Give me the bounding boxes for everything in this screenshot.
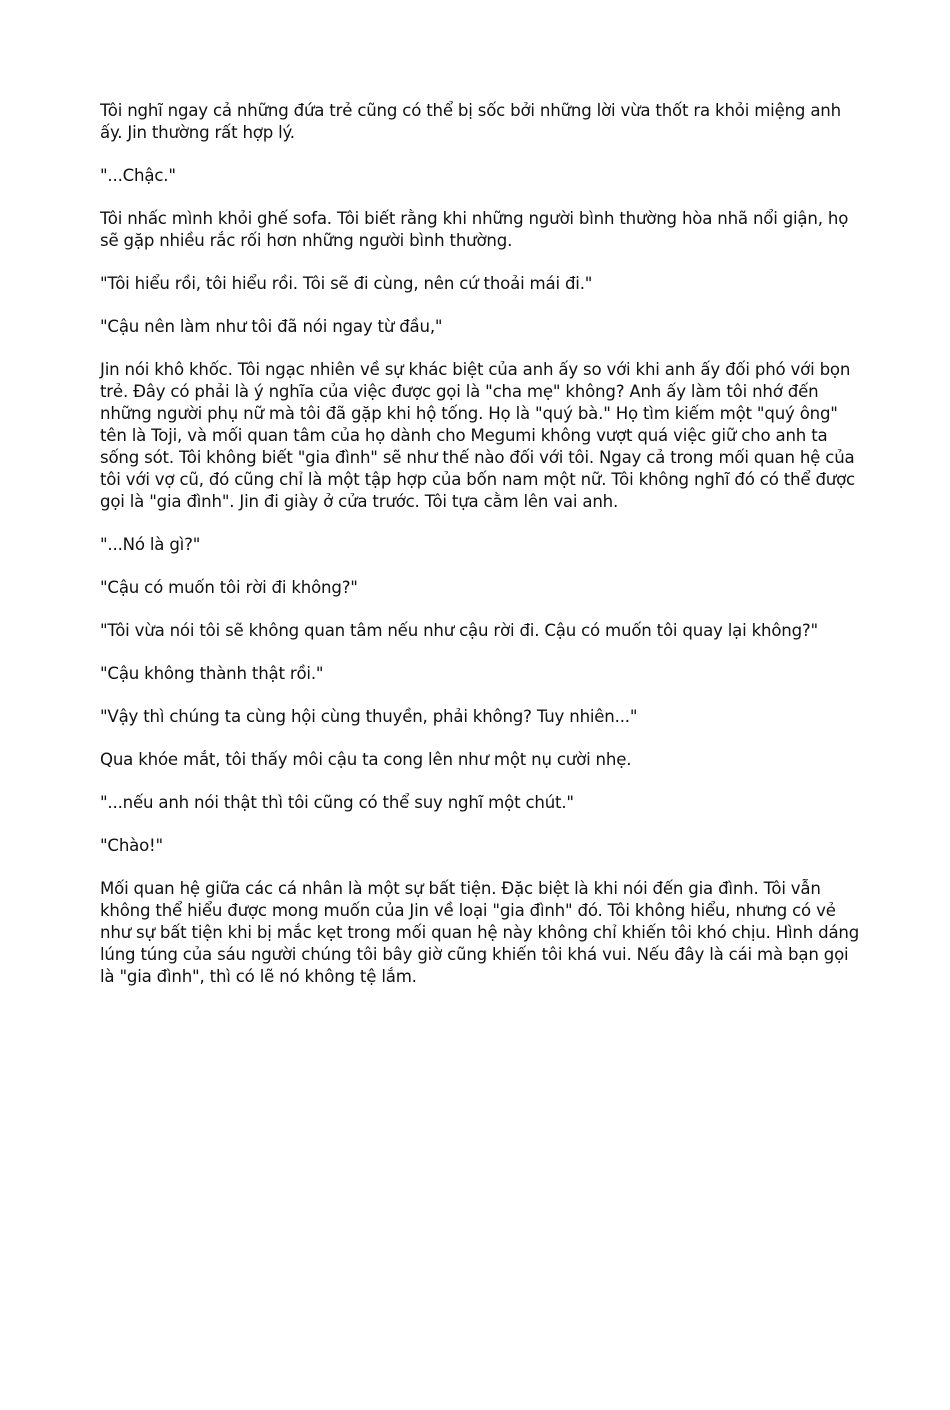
paragraph: "Tôi hiểu rồi, tôi hiểu rồi. Tôi sẽ đi cùng, nên cứ thoải mái đi." <box>100 274 593 293</box>
paragraph: "...nếu anh nói thật thì tôi cũng có thể suy nghĩ một chút." <box>100 793 574 812</box>
paragraph: "...Chậc." <box>100 166 176 185</box>
paragraph: Jin nói khô khốc. Tôi ngạc nhiên về sự khác biệt của anh ấy so với khi anh ấy đối phó với bọn trẻ. Đây có phải là ý nghĩa của việc được gọi là "cha mẹ" không? Anh ấy làm tôi nhớ đến những người phụ nữ mà tôi đã gặp khi hộ tống. Họ là "quý bà." Họ tìm kiếm một "quý ông" tên là Toji, và mối quan tâm của họ dành cho Megumi không vượt quá việc giữ cho anh ta sống sót. Tôi không biết "gia đình" sẽ như thế nào đối với tôi. Ngay cả trong mối quan hệ của tôi với vợ cũ, đó cũng chỉ là một tập hợp của bốn nam một nữ. Tôi không nghĩ đó có thể được gọi là "gia đình". Jin đi giày ở cửa trước. Tôi tựa cằm lên vai anh. <box>100 360 855 511</box>
paragraph: "Cậu nên làm như tôi đã nói ngay từ đầu," <box>100 317 443 336</box>
paragraph: "...Nó là gì?" <box>100 535 201 554</box>
paragraph: "Chào!" <box>100 836 163 855</box>
paragraph: Qua khóe mắt, tôi thấy môi cậu ta cong lên như một nụ cười nhẹ. <box>100 750 632 769</box>
paragraph: "Cậu có muốn tôi rời đi không?" <box>100 578 358 597</box>
paragraph: "Vậy thì chúng ta cùng hội cùng thuyền, phải không? Tuy nhiên..." <box>100 707 638 726</box>
paragraph: Mối quan hệ giữa các cá nhân là một sự bất tiện. Đặc biệt là khi nói đến gia đình. Tôi vẫn không thể hiểu được mong muốn của Jin về loại "gia đình" đó. Tôi không hiểu, nhưng có vẻ như sự bất tiện khi bị mắc kẹt trong mối quan hệ này không chỉ khiến tôi khó chịu. Hình dáng lúng túng của sáu người chúng tôi bây giờ cũng khiến tôi khá vui. Nếu đây là cái mà bạn gọi là "gia đình", thì có lẽ nó không tệ lắm. <box>100 879 860 986</box>
paragraph: Tôi nhấc mình khỏi ghế sofa. Tôi biết rằng khi những người bình thường hòa nhã nổi giận, họ sẽ gặp nhiều rắc rối hơn những người bình thường. <box>100 209 849 250</box>
document-page <box>100 100 860 1009</box>
paragraph: "Tôi vừa nói tôi sẽ không quan tâm nếu như cậu rời đi. Cậu có muốn tôi quay lại không?" <box>100 621 818 640</box>
paragraph: Tôi nghĩ ngay cả những đứa trẻ cũng có thể bị sốc bởi những lời vừa thốt ra khỏi miệng anh ấy. Jin thường rất hợp lý. <box>100 101 841 142</box>
paragraph: "Cậu không thành thật rồi." <box>100 664 324 683</box>
